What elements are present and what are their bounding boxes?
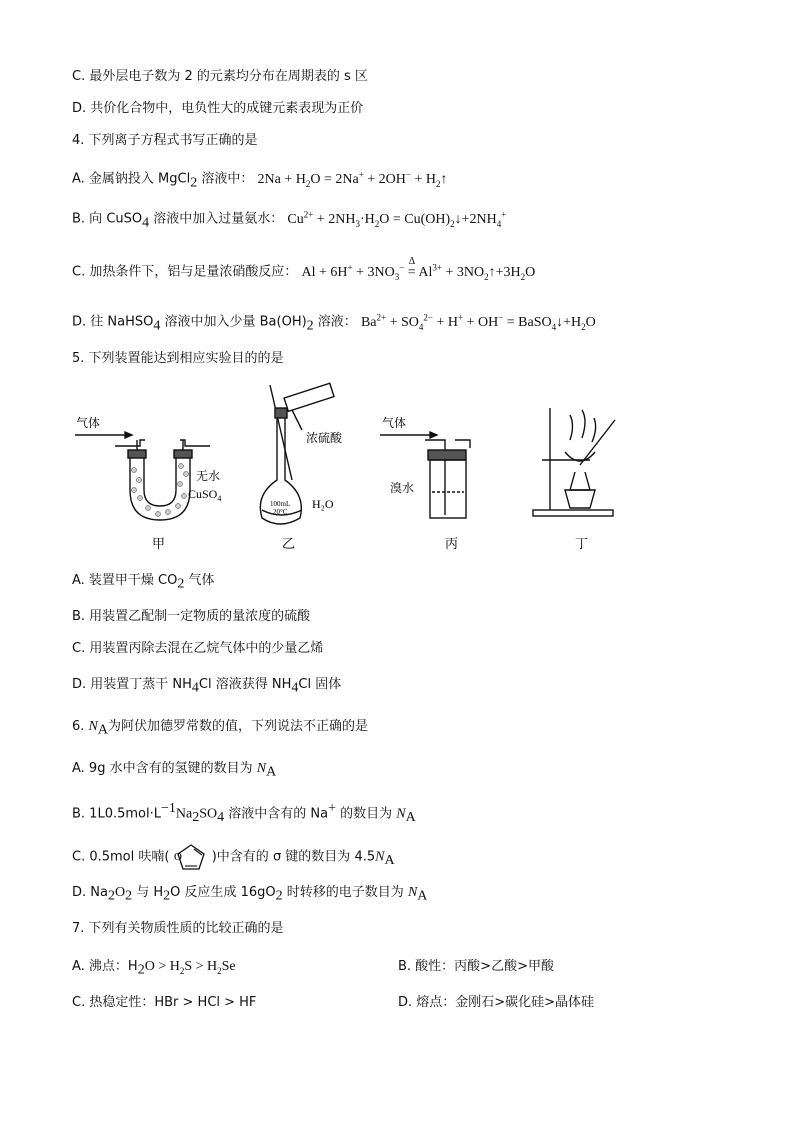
q7-option-b: B. 酸性：丙酸>乙酸>甲酸 [398,959,554,974]
q7-option-a: A. 沸点：$H_2O > H_2S > H_2Se$ [72,959,236,978]
q5a-text-2: 气体 [184,573,215,588]
q4c-equation: $Al + 6H^+ + 3NO_3^-$ = Δ $Al^{3+}$ + $3NO_2↑+3H_2O$ [301,255,536,282]
svg-text:O: O [173,851,182,863]
gas-label-jia: 气体 [76,416,101,430]
q4d-text: D. 往 NaHSO [72,314,154,330]
q4d-text-2: 溶液中加入少量 Ba(OH) [160,314,307,330]
q6d-text-2: O [114,885,126,900]
q5d-text-2: Cl 溶液获得 NH [198,677,292,692]
cuso4-label: CuSO$_4$ [188,487,222,503]
q5-option-a: A. 装置甲干燥 $CO_2$ 气体 [72,573,215,592]
q7-option-c: C. 热稳定性：HBr > HCl > HF [72,995,257,1010]
q6-stem-text: 为阿伏加德罗常数的值，下列说法不正确的是 [108,719,369,734]
apparatus-diagram [70,380,710,560]
q3-option-c: C. 最外层电子数为 2 的元素均分布在周期表的 s 区 [72,69,368,84]
q5d-text-3: Cl 固体 [298,677,342,692]
q5-option-d: D. 用装置丁蒸干 $NH_4Cl$ 溶液获得 $NH_4Cl$ 固体 [72,677,342,696]
anhydrous-label: 无水 [196,469,221,483]
q5-apparatus-figure [70,380,710,560]
q6c-text-2: )中含有的 σ 键的数目为 4.5 [211,849,376,865]
caption-jia: 甲 [152,537,166,552]
q6a-text: A. 9g 水中含有的氢键的数目为 [72,761,257,776]
apparatus-jia [75,432,210,520]
flask-volume: 100mL [270,500,291,508]
q4b-text: B. 向 CuSO [72,211,143,227]
q4b-text-2: 溶液中加入过量氨水： [149,211,284,227]
q7a-text: A. 沸点：H [72,959,138,974]
q4-option-c [72,255,536,285]
q4c-text: C. 加热条件下，铝与足量浓硝酸反应： [72,264,298,280]
q6b-text: B. 1L0.5mol·L [72,806,161,822]
q5d-text: D. 用装置丁蒸干 NH [72,677,192,692]
q6d-text-4: O 反应生成 16gO [170,885,276,900]
q6-option-c: C. 0.5mol 呋喃( O )中含有的 σ 键的数目为 $4.5N_A$ [72,842,395,872]
q4d-text-3: 溶液： [313,314,357,330]
q4-option-d: D. 往 NaHSO$_4$ 溶液中加入少量 $Ba(OH)_2$ 溶液： $Ba^{2+} + SO_4^{2-} + H^+ + OH^-$ = $BaSO_4↓+H_2O$ [72,312,596,334]
q6-option-d: D. $Na_2O_2$ 与 $H_2O$ 反应生成 $16gO_2$ 时转移的电子数目为 $N_A$ [72,885,428,904]
q6d-text-5: 时转移的电子数目为 [282,885,408,900]
q5-stem: 5. 下列装置能达到相应实验目的的是 [72,351,284,366]
q6b-text-5: 的数目为 [336,806,397,822]
water-label: H₂O [312,497,334,511]
q6-option-a: A. 9g 水中含有的氢键的数目为 $N_A$ [72,761,277,780]
u-tube-granules [132,464,189,517]
q4a-text: A. 金属钠投入 MgCl [72,171,191,187]
conc-h2so4-label: 浓硫酸 [306,431,343,445]
q7-stem: 7. 下列有关物质性质的比较正确的是 [72,921,284,936]
apparatus-bing [380,432,470,518]
q6b-text-4: 溶液中含有的 Na [224,806,329,822]
caption-ding: 丁 [575,537,589,552]
q6d-text-3: 与 H [132,885,164,900]
q6-option-b: B. $1L0.5mol\cdot L^{-1}Na_2SO_4$ 溶液中含有的 Na+ 的数目为 $N_A$ [72,801,416,825]
q5-option-b: B. 用装置乙配制一定物质的量浓度的硫酸 [72,609,311,624]
caption-bing: 丙 [445,537,459,552]
bromine-water-label: 溴水 [390,481,415,495]
q5-option-c: C. 用装置丙除去混在乙烷气体中的少量乙烯 [72,641,324,656]
q4d-equation: $Ba^{2+} + SO_4^{2-} + H^+ + OH^-$ = $BaSO_4↓+H_2O$ [360,312,596,332]
q3-option-d: D. 共价化合物中，电负性大的成键元素表现为正价 [72,101,364,116]
q6d-text: D. Na [72,885,108,900]
gas-label-bing: 气体 [382,416,407,430]
q4a-equation: $2Na + H_2O = 2Na^+ + 2OH^-$ + $H_2↑$ [257,169,448,189]
q4-option-a: A. 金属钠投入 MgCl$_2$ 溶液中： $2Na + H_2O = 2Na^+ + 2OH^-$ + $H_2↑$ [72,169,448,191]
q6c-text: C. 0.5mol 呋喃( [72,849,170,865]
q6b-text-3: SO [199,806,218,822]
q6-stem: 6. $N_A$为阿伏加德罗常数的值，下列说法不正确的是 [72,719,369,738]
q4-option-b: B. 向 CuSO$_4$ 溶液中加入过量氨水： $Cu^{2+} + 2NH_3\cdot H_2O$ = $Cu(OH)_2↓+2NH_4^+$ [72,209,507,231]
q5a-text: A. 装置甲干燥 CO [72,573,178,588]
apparatus-ding [533,408,615,516]
q4b-equation: $Cu^{2+} + 2NH_3\cdot H_2O$ = $Cu(OH)_2↓+2NH_4^+$ [287,209,507,229]
q4a-text-2: 溶液中： [197,171,254,187]
q7-option-d: D. 熔点：金刚石>碳化硅>晶体硅 [398,995,595,1010]
flask-temp: 20°C [273,508,288,516]
q4-stem: 4. 下列离子方程式书写正确的是 [72,133,258,148]
furan-structure [174,842,208,872]
caption-yi: 乙 [282,537,296,552]
q6b-text-2: Na [175,806,193,822]
